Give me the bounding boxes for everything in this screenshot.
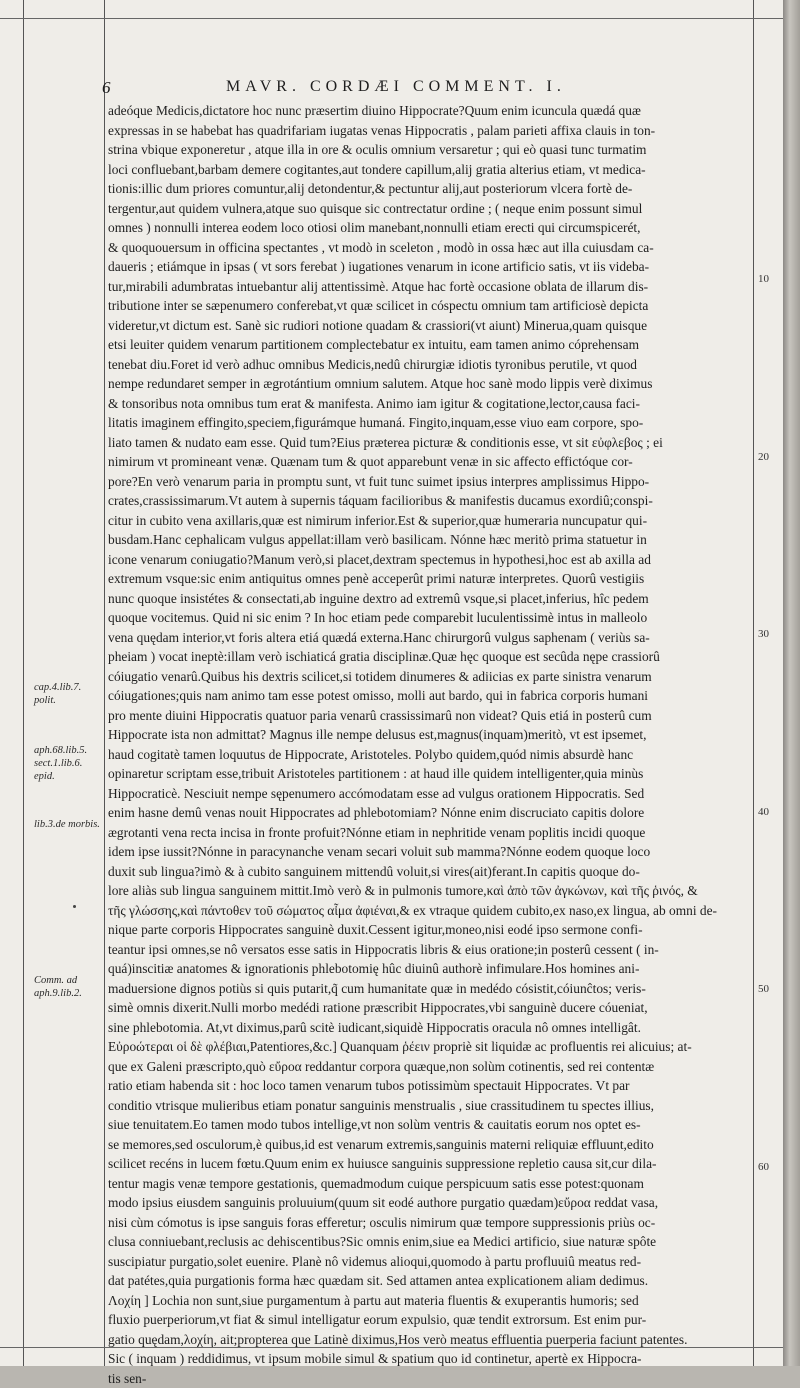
text-line: scilicet recéns in lucem fœtu.Quum enim ex huiusce sanguinis suppressione repletio causa sit,cur dila- <box>108 1154 762 1174</box>
text-line: pore?En verò venarum paria in promptu sunt, vt fuit tunc suimet ipsius interpres amplissimus Hippo- <box>108 472 762 492</box>
column-rule-text <box>104 0 105 1366</box>
text-line: tergentur,aut quidem vulnera,atque suo quisque sic contrectatur ordine ; ( neque enim possunt simul <box>108 199 762 219</box>
text-line: clusa conniuebant,reclusis ac dehiscentibus?Sic omnis enim,siue ea Medici artificio, siue naturæ spôte <box>108 1232 762 1252</box>
text-line: busdam.Hanc cephalicam vulgus appellat:illam verò basilicam. Nónne hæc meritò prima statuetur in <box>108 530 762 550</box>
body-text <box>108 101 762 1388</box>
text-line: tentur magis venæ tempore gestationis, quemadmodum cuique perspicuum satis esse potest:quonam <box>108 1174 762 1194</box>
text-line: nempe redundaret semper in ægrotántium omnium salutem. Atque hoc sanè modo lippis verè diximus <box>108 374 762 394</box>
text-line: quoque vocitemus. Quid ni sic enim ? In hoc etiam pede comparebit luculentissimè intus in malleolo <box>108 608 762 628</box>
text-line: que ex Galeni præscripto,quò εὔροα reddantur corpora quæque,non solùm cotinentis, sed rei contentæ <box>108 1057 762 1077</box>
text-line: tenebat diu.Foret id verò adhuc omnibus Medicis,nedû chirurgiæ idiotis tyronibus perutile, vt quod <box>108 355 762 375</box>
page-number: 6 <box>102 78 111 98</box>
text-line: cóiugatio venarû.Quibus his dextris scilicet,si totidem dinumeres & adiicias ex parte sinistra venarum <box>108 667 762 687</box>
text-line: siue tenuitatem.Eo tamen modo tubos intellige,vt non solùm ventris & cauitatis eorum nos optet es- <box>108 1115 762 1135</box>
text-line: opinaretur scriptam esse,tribuit Aristoteles partitionem : at haud ille quidem intelligenter,quia minùs <box>108 764 762 784</box>
text-line: gatio quędam,λοχίη, ait;propterea que Latinè diximus,Hos verò meatus effluentia puerperia faciunt patentes. <box>108 1330 762 1350</box>
text-line: τῆς γλώσσης,καὶ πάντοθεν τοῦ σώματος αἷμα ἀφιέναι,& ex vtraque quidem cubito,ex naso,ex lingua, ab omni de- <box>108 901 762 921</box>
text-line: & tonsoribus nota omnibus tum erat & manifesta. Animo iam igitur & cogitatione,lector,causa faci- <box>108 394 762 414</box>
text-line: crates,crassissimarum.Vt autem à supernis táquam facilioribus & manifestis ducamus exordiû;conspi- <box>108 491 762 511</box>
text-line: nimirum vt promineant venæ. Quænam tum & quot apparebunt venæ in sic affecto effictóque cor- <box>108 452 762 472</box>
text-line: maduersione dignos potiùs si quis putarit,q̃ cum humanitate quæ in medédo cósistit,cóiunĉtos; veris- <box>108 979 762 999</box>
text-line: tributione inter se sæpenumero conferebat,vt quæ scilicet in cóspectu omnium tam artificiosè depicta <box>108 296 762 316</box>
text-line: loci confluebant,barbam demere cogitantes,aut tondere capillum,alij gratia alterius etiam, vt medica- <box>108 160 762 180</box>
text-line: fluxio puerperiorum,vt fiat & simul intelligatur eorum expulsio, quæ tendit extrorsum. Est enim pur- <box>108 1310 762 1330</box>
text-line: adeóque Medicis,dictatore hoc nunc præsertim diuino Hippocrate?Quum enim icuncula quædá quæ <box>108 101 762 121</box>
text-line: nisi cùm cómotus is ipse sanguis foras efferetur; osculis nimirum quæ tempore suppressionis priùs oc- <box>108 1213 762 1233</box>
text-line: Λοχίη ] Lochia non sunt,siue purgamentum à partu aut materia fluentis & exuperantis humoris; sed <box>108 1291 762 1311</box>
margin-note: aph.68.lib.5. sect.1.lib.6. epid. <box>34 744 102 783</box>
page-edge <box>783 0 800 1366</box>
line-number: 20 <box>758 451 769 463</box>
text-line: liato tamen & nudato eam esse. Quid tum?Eius præterea picturæ & conditionis esse, vt sit εὐφλεβος ; ei <box>108 433 762 453</box>
text-line: dat patétes,quia purgationis forma hæc quædam sit. Sed attamen antea explicationem aliam dedimus. <box>108 1271 762 1291</box>
text-line: omnes ) nonnulli interea eodem loco otiosi olim manebant,nonnulli etiam erecti qui circumspicerét, <box>108 218 762 238</box>
margin-dot <box>73 905 76 908</box>
text-line: Hippocrate ista non admittat? Magnus ille nempe delusus est,magnus(inquam)meritò, vt est ipsemet, <box>108 725 762 745</box>
text-line: citur in cubito vena axillaris,quæ est nimirum inferior.Est & superior,quæ humeraria nuncupatur qui- <box>108 511 762 531</box>
text-line: conditio vtrisque mulieribus etiam ponatur sanguinis menstrualis , siue crassitudinem tu spectes illius, <box>108 1096 762 1116</box>
text-line: lore aliàs sub lingua sanguinem mittit.Imò verò & in pulmonis tumore,καὶ ἀπὸ τῶν ἀγκώνων, καὶ τῆς ῥινός, & <box>108 881 762 901</box>
text-line: simè omnis dixerit.Nulli morbo medédi ratione præscribit Hippocrates,vbi sanguinè ducere cóueniat, <box>108 998 762 1018</box>
line-number: 50 <box>758 983 769 995</box>
text-line: icone venarum coniugatio?Manum verò,si placet,dextram spectemus in hypothesi,hoc est ab axilla ad <box>108 550 762 570</box>
margin-note: lib.3.de morbis. <box>34 818 102 831</box>
margin-note: Comm. ad aph.9.lib.2. <box>34 974 102 1000</box>
text-line: quá)inscitiæ anatomes & ignorationis phlebotomię hûc diuinû authorè infimulare.Hos homines ani- <box>108 959 762 979</box>
text-line: nunc quoque insistétes & consectati,ab inguine dextro ad extremû vsque,si placet,inferius, hîc pedem <box>108 589 762 609</box>
text-line: vena quędam interior,vt foris altera etiá quædá externa.Hanc chirurgorû vulgus saphenam ( veriùs sa- <box>108 628 762 648</box>
text-line: idem ipse iussit?Nónne in paracynanche venam secari voluit sub mamma?Nónne eodem quoque loco <box>108 842 762 862</box>
text-line: cóiugationes;quis nam animo tam esse potest omisso, molli aut bardo, qui in fabrica corporis humani <box>108 686 762 706</box>
text-line: & quoquouersum in officina spectantes , vt modò in sceleton , modò in ossa hæc aut illa cuiusdam ca- <box>108 238 762 258</box>
page-header <box>102 78 742 100</box>
column-rule-left <box>23 0 24 1366</box>
running-head: MAVR. CORDÆI COMMENT. I. <box>226 78 566 96</box>
text-line: suscipiatur purgatio,solet euenire. Planè nô videmus alioqui,quomodo à partu profluuiû meatus red- <box>108 1252 762 1272</box>
text-line: tionis:illic dum priores comuntur,alij detondentur,& pectuntur alij,aut posteriorum vlcera fortè de- <box>108 179 762 199</box>
line-number: 40 <box>758 806 769 818</box>
text-line: expressas in se habebat has quadrifariam iugatas venas Hippocratis , palam parieti affixa clauis in ton- <box>108 121 762 141</box>
text-line: extremum vsque:sic enim antiquitus omnes penè acceperût primi naturæ interpretes. Quorû vestigiis <box>108 569 762 589</box>
text-line: ægrotanti vena recta incisa in fronte profuit?Nónne etiam in nephritide venam poplitis incidi quoque <box>108 823 762 843</box>
text-line: pro mente diuini Hippocratis quatuor paria venarû crassissimarû non videat? Quis etiá in posterû cum <box>108 706 762 726</box>
text-line: etsi leuiter quidem venarum partitionem complectebatur ex intuitu, eam tamen animo cóprehensam <box>108 335 762 355</box>
line-number: 30 <box>758 628 769 640</box>
text-line: videretur,vt dictum est. Sanè sic rudiori notione quadam & crassiori(vt aiunt) Minerua,quam quisque <box>108 316 762 336</box>
text-line: litatis imaginem effingito,speciem,figurámque humaná. Fingito,inquam,esse viuo eam corpore, spo- <box>108 413 762 433</box>
top-rule <box>0 18 783 19</box>
text-line: Εὐροώτεραι οἱ δὲ φλέβιαι,Patentiores,&c.] Quanquam ῥέειν propriè sit liquidæ ac profluentis rei alicuius; at- <box>108 1037 762 1057</box>
text-line: pheiam ) vocat ineptè:illam verò ischiaticá gratia disciplinæ.Quæ hęc quoque est secûda nępe crassiorû <box>108 647 762 667</box>
text-line: tis sen- <box>108 1369 762 1388</box>
margin-note: cap.4.lib.7. polit. <box>34 681 102 707</box>
text-line: strina vbique exponeretur , atque illa in ore & oculis omnium versaretur ; qui eò quasi tunc turmatim <box>108 140 762 160</box>
text-line: Hippocraticè. Nesciuit nempe sępenumero accómodatam esse ad vulgus orationem Hippocratis. Sed <box>108 784 762 804</box>
text-line: duxit sub lingua?imò & à cubito sanguinem mittendû voluit,si vires(ait)ferant.In capitis quoque do- <box>108 862 762 882</box>
text-line: modo ipsius eiusdem sanguinis proluuium(quum sit eodé authore purgatio quædam)εὔροα reddat vasa, <box>108 1193 762 1213</box>
text-line: se memores,sed osculorum,è quibus,id est venarum extremis,sanguinis materni reliquiæ effluunt,edito <box>108 1135 762 1155</box>
text-line: nique parte corporis Hippocrates sanguinè duxit.Cessent igitur,moneo,nisi eodé ipso sermone confi- <box>108 920 762 940</box>
line-number: 10 <box>758 273 769 285</box>
text-line: enim hasne demû venas nouit Hippocrates ad phlebotomiam? Nónne enim discruciato capitis dolore <box>108 803 762 823</box>
text-line: Sic ( inquam ) reddidimus, vt ipsum mobile simul & spatium quo id continetur, apertè ex Hippocra- <box>108 1349 762 1369</box>
text-line: daueris ; etiámque in ipsas ( vt sors ferebat ) iugationes venarum in icone artificio satis, vt iis videba- <box>108 257 762 277</box>
text-line: tur,mirabili adumbratas intuebantur alij attentissimè. Atque hac fortè occasione oblata de illarum dis- <box>108 277 762 297</box>
text-line: ratio etiam habenda sit : hoc loco tamen venarum tubos potissimùm spectauit Hippocrates. Vt par <box>108 1076 762 1096</box>
text-line: teantur ipsi omnes,se nô versatos esse satis in Hippocratis libris & eius oratione;in posterû cessent ( in- <box>108 940 762 960</box>
text-line: sine phlebotomia. At,vt diximus,parû scitè iudicant,siquidè Hippocratis oracula nô omnes intelligât. <box>108 1018 762 1038</box>
text-line: haud cogitatè tamen loquutus de Hippocrate, Aristoteles. Polybo quidem,quód nimis absurdè hanc <box>108 745 762 765</box>
line-number: 60 <box>758 1161 769 1173</box>
